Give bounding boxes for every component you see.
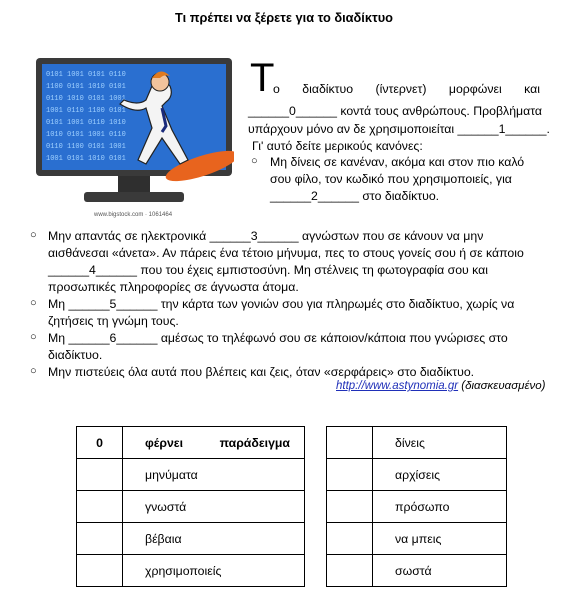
rule-2-line-1: Μην απαντάς σε ηλεκτρονικά ______3______ αγνώστων που σε κάνουν να μην [48, 229, 484, 243]
table-row [327, 427, 507, 459]
svg-text:0110 1010 0101 1001: 0110 1010 0101 1001 [46, 95, 126, 103]
rule-2-line-3: ______4______ που του έχεις εμπιστοσύνη. Μη στέλνεις τη φωτογραφία σου και [48, 263, 489, 277]
image-caption: www.bigstock.com · 1061464 [94, 212, 173, 218]
word-cell: να μπεις [373, 523, 507, 555]
answer-box[interactable] [327, 555, 373, 587]
bullet-icon: ○ [30, 229, 37, 241]
svg-text:1001 0101 1010 0101: 1001 0101 1010 0101 [46, 155, 126, 163]
rule-4-line-2: διαδίκτυο. [48, 348, 103, 362]
word-cell: δίνεις [373, 427, 507, 459]
rule-2-line-2: αισθάνεσαι «άνετα». Αν πάρεις ένα τέτοιο μήνυμα, πες το στους γονείς σου ή σε κάποιο [48, 246, 524, 260]
rule-2-line-4: προσωπικές πληροφορίες σε άγνωστα άτομα. [48, 280, 299, 294]
word-cell: σωστά [373, 555, 507, 587]
answer-box[interactable] [327, 523, 373, 555]
intro-line-2: ______0______ κοντά τους ανθρώπους. Προβλήματα [248, 104, 543, 118]
answer-box[interactable] [77, 555, 123, 587]
word-cell: αρχίσεις [373, 459, 507, 491]
word-table-right [326, 426, 507, 587]
table-row [327, 459, 507, 491]
svg-text:1001 0110 1100 0101: 1001 0110 1100 0101 [46, 107, 126, 115]
answer-box[interactable] [327, 427, 373, 459]
word-cell: βέβαια [123, 523, 305, 555]
word-table-left [76, 426, 305, 587]
svg-text:1100 0101 1010 0101: 1100 0101 1010 0101 [46, 83, 126, 91]
computer-surfer-image [34, 56, 234, 220]
bullet-icon: ○ [30, 331, 37, 343]
intro-word: και [524, 82, 540, 96]
intro-word: μορφώνει [448, 82, 502, 96]
rule-5-line-1: Μην πιστεύεις όλα αυτά που βλέπεις και ζεις, όταν «σερφάρεις» στο διαδίκτυο. [48, 365, 475, 379]
intro-word: διαδίκτυο [302, 82, 354, 96]
rule-1-line-3: ______2______ στο διαδίκτυο. [270, 189, 440, 203]
word-cell [123, 427, 305, 459]
answer-box[interactable] [327, 491, 373, 523]
table-row [77, 459, 305, 491]
intro-line-1 [273, 82, 540, 96]
intro-word: (ίντερνετ) [375, 82, 427, 96]
answer-box[interactable] [77, 491, 123, 523]
table-row [77, 491, 305, 523]
bullet-icon: ○ [30, 365, 37, 377]
word-cell: γνωστά [123, 491, 305, 523]
intro-line-3: υπάρχουν μόνο αν δε χρησιμοποιείται ______1______. [248, 122, 550, 136]
bullet-icon: ○ [251, 155, 258, 167]
word-part: φέρνει [145, 435, 184, 450]
source-link[interactable]: http://www.astynomia.gr [336, 380, 459, 392]
word-part: παράδειγμα [219, 435, 290, 450]
svg-text:0101 1001 0110 1010: 0101 1001 0110 1010 [46, 119, 126, 127]
table-row [77, 523, 305, 555]
intro-word: ο [273, 82, 280, 96]
word-cell: πρόσωπο [373, 491, 507, 523]
answer-box[interactable]: 0 [77, 427, 123, 459]
svg-text:0110 1100 0101 1001: 0110 1100 0101 1001 [46, 143, 126, 151]
svg-text:0101 1001 0101 0110: 0101 1001 0101 0110 [46, 71, 126, 79]
bullet-icon: ○ [30, 297, 37, 309]
table-row [327, 523, 507, 555]
table-row [327, 555, 507, 587]
answer-box[interactable] [77, 523, 123, 555]
page-title: Τι πρέπει να ξέρετε για το διαδίκτυο [175, 10, 393, 25]
word-cell: μηνύματα [123, 459, 305, 491]
source-note: (διασκευασμένο) [461, 380, 546, 392]
rule-3-line-1: Μη ______5______ την κάρτα των γονιών σου για πληρωμές στο διαδίκτυο, χωρίς να [48, 297, 515, 311]
table-row [77, 427, 305, 459]
drop-cap: Τ [250, 56, 275, 100]
answer-box[interactable] [327, 459, 373, 491]
source-citation [336, 380, 546, 392]
rule-4-line-1: Μη ______6______ αμέσως το τηλέφωνό σου σε κάποιον/κάποια που γνώρισες στο [48, 331, 508, 345]
answer-box[interactable] [77, 459, 123, 491]
word-cell: χρησιμοποιείς [123, 555, 305, 587]
rule-1-line-2: σου φίλο, τον κωδικό που χρησιμοποιείς, για [270, 172, 512, 186]
svg-text:1010 0101 1001 0110: 1010 0101 1001 0110 [46, 131, 126, 139]
table-row [77, 555, 305, 587]
rule-3-line-2: ζητήσεις τη γνώμη τους. [48, 314, 179, 328]
rule-1-line-1: Μη δίνεις σε κανέναν, ακόμα και στον πιο καλό [270, 155, 525, 169]
table-row [327, 491, 507, 523]
intro-line-4: Γι' αυτό δείτε μερικούς κανόνες: [252, 139, 423, 153]
